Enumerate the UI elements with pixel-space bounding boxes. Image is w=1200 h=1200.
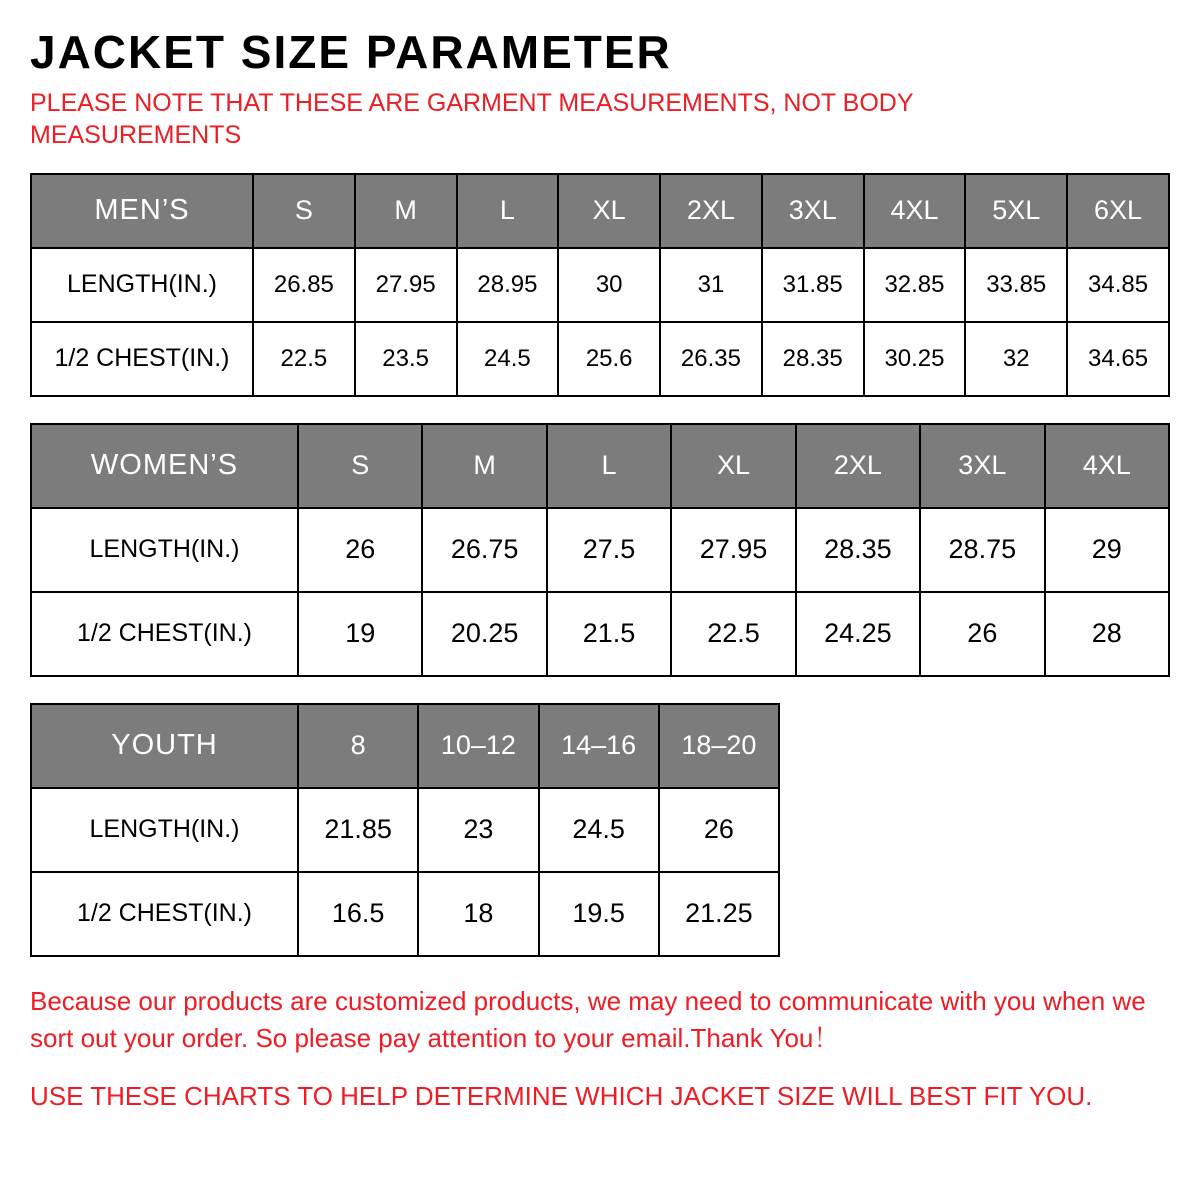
mens-size-table	[30, 173, 1170, 397]
mens-length-label: LENGTH(IN.)	[31, 248, 253, 322]
table-row	[31, 592, 1169, 676]
womens-size-4xl: 4XL	[1045, 424, 1169, 508]
mens-length-2xl: 31	[660, 248, 762, 322]
mens-length-m: 27.95	[355, 248, 457, 322]
youth-size-10-12: 10–12	[418, 704, 538, 788]
womens-size-2xl: 2XL	[796, 424, 920, 508]
womens-length-m: 26.75	[422, 508, 546, 592]
mens-size-3xl: 3XL	[762, 174, 864, 248]
mens-length-3xl: 31.85	[762, 248, 864, 322]
mens-header-label: MEN’S	[31, 174, 253, 248]
womens-chest-l: 21.5	[547, 592, 671, 676]
womens-header-label: WOMEN’S	[31, 424, 298, 508]
womens-length-2xl: 28.35	[796, 508, 920, 592]
mens-size-s: S	[253, 174, 355, 248]
youth-table-body	[31, 788, 779, 956]
womens-length-l: 27.5	[547, 508, 671, 592]
womens-chest-2xl: 24.25	[796, 592, 920, 676]
womens-length-xl: 27.95	[671, 508, 795, 592]
mens-chest-label: 1/2 CHEST(IN.)	[31, 322, 253, 396]
footer-customization-note: Because our products are customized products, we may need to communicate with you when we sort out your order. So please pay attention to your email.Thank You！	[30, 985, 1146, 1054]
womens-size-m: M	[422, 424, 546, 508]
youth-length-18-20: 26	[659, 788, 779, 872]
table-header-row	[31, 174, 1169, 248]
mens-size-l: L	[457, 174, 559, 248]
youth-header-label: YOUTH	[31, 704, 298, 788]
youth-length-14-16: 24.5	[539, 788, 659, 872]
youth-chest-8: 16.5	[298, 872, 418, 956]
mens-length-5xl: 33.85	[965, 248, 1067, 322]
womens-chest-label: 1/2 CHEST(IN.)	[31, 592, 298, 676]
youth-size-14-16: 14–16	[539, 704, 659, 788]
mens-length-6xl: 34.85	[1067, 248, 1169, 322]
mens-chest-6xl: 34.65	[1067, 322, 1169, 396]
page-title: JACKET SIZE PARAMETER	[30, 26, 672, 78]
mens-size-m: M	[355, 174, 457, 248]
mens-size-6xl: 6XL	[1067, 174, 1169, 248]
womens-size-3xl: 3XL	[920, 424, 1044, 508]
youth-length-8: 21.85	[298, 788, 418, 872]
mens-chest-l: 24.5	[457, 322, 559, 396]
womens-length-4xl: 29	[1045, 508, 1169, 592]
youth-size-8: 8	[298, 704, 418, 788]
table-header-row	[31, 704, 779, 788]
womens-length-s: 26	[298, 508, 422, 592]
youth-size-table	[30, 703, 780, 957]
youth-chest-18-20: 21.25	[659, 872, 779, 956]
mens-chest-s: 22.5	[253, 322, 355, 396]
table-row	[31, 788, 779, 872]
table-row	[31, 508, 1169, 592]
womens-chest-xl: 22.5	[671, 592, 795, 676]
womens-table-header	[31, 424, 1169, 508]
mens-length-xl: 30	[558, 248, 660, 322]
mens-length-s: 26.85	[253, 248, 355, 322]
youth-length-label: LENGTH(IN.)	[31, 788, 298, 872]
youth-chest-10-12: 18	[418, 872, 538, 956]
womens-table-body	[31, 508, 1169, 676]
womens-length-3xl: 28.75	[920, 508, 1044, 592]
womens-chest-m: 20.25	[422, 592, 546, 676]
table-header-row	[31, 424, 1169, 508]
mens-chest-4xl: 30.25	[864, 322, 966, 396]
mens-size-2xl: 2XL	[660, 174, 762, 248]
womens-size-table	[30, 423, 1170, 677]
womens-chest-s: 19	[298, 592, 422, 676]
mens-size-xl: XL	[558, 174, 660, 248]
table-row	[31, 872, 779, 956]
mens-size-4xl: 4XL	[864, 174, 966, 248]
youth-chest-label: 1/2 CHEST(IN.)	[31, 872, 298, 956]
youth-size-18-20: 18–20	[659, 704, 779, 788]
mens-length-l: 28.95	[457, 248, 559, 322]
youth-table-header	[31, 704, 779, 788]
youth-chest-14-16: 19.5	[539, 872, 659, 956]
footer-chart-usage-note: USE THESE CHARTS TO HELP DETERMINE WHICH JACKET SIZE WILL BEST FIT YOU.	[30, 1081, 1093, 1112]
mens-size-5xl: 5XL	[965, 174, 1067, 248]
womens-chest-3xl: 26	[920, 592, 1044, 676]
footer-notes	[30, 983, 1170, 1116]
womens-chest-4xl: 28	[1045, 592, 1169, 676]
womens-length-label: LENGTH(IN.)	[31, 508, 298, 592]
mens-table-body	[31, 248, 1169, 396]
womens-size-s: S	[298, 424, 422, 508]
mens-length-4xl: 32.85	[864, 248, 966, 322]
mens-chest-3xl: 28.35	[762, 322, 864, 396]
mens-chest-xl: 25.6	[558, 322, 660, 396]
mens-chest-2xl: 26.35	[660, 322, 762, 396]
mens-table-header	[31, 174, 1169, 248]
measurement-note: PLEASE NOTE THAT THESE ARE GARMENT MEASUREMENTS, NOT BODY MEASUREMENTS	[30, 89, 914, 149]
youth-length-10-12: 23	[418, 788, 538, 872]
womens-size-l: L	[547, 424, 671, 508]
table-row	[31, 322, 1169, 396]
womens-size-xl: XL	[671, 424, 795, 508]
mens-chest-m: 23.5	[355, 322, 457, 396]
mens-chest-5xl: 32	[965, 322, 1067, 396]
table-row	[31, 248, 1169, 322]
